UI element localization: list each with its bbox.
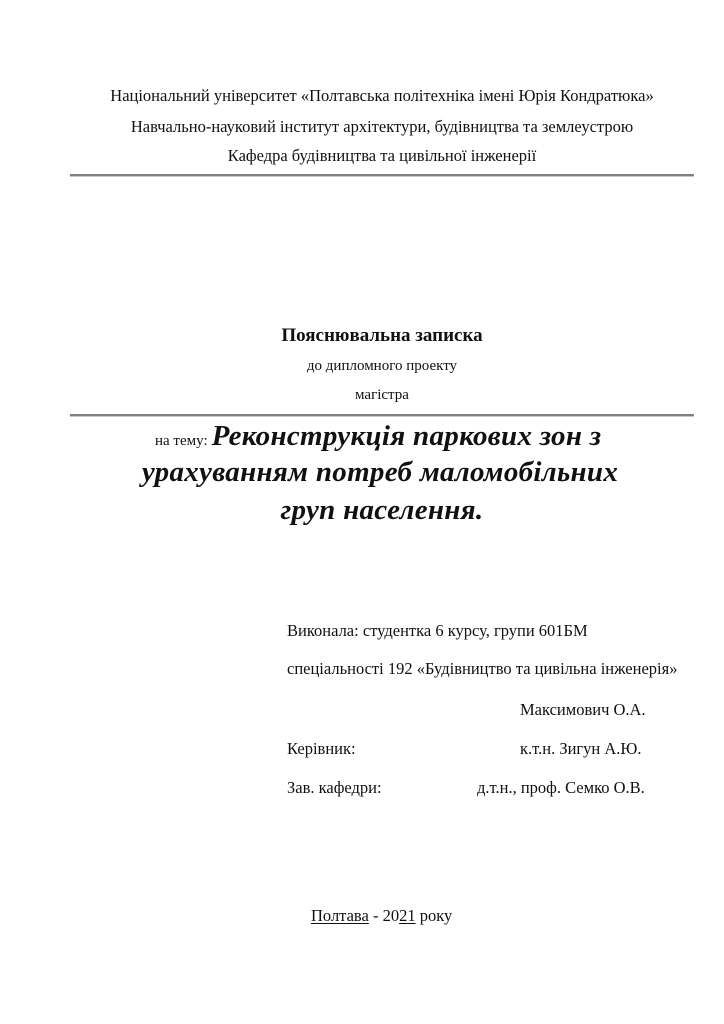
theme-divider [70,414,694,417]
head-of-department-label: Зав. кафедри: [287,778,382,797]
year-suffix: 21 [399,906,416,925]
year-word: року [415,906,453,925]
document-type: Пояснювальна записка [281,325,483,346]
theme-title-part-3: груп населення. [280,494,484,526]
department-name: Кафедра будівництва та цивільної інженерії [227,146,537,165]
city-year [311,906,452,926]
theme-title-part-2: урахуванням потреб маломобільних [141,456,619,488]
theme-title-part-1: Реконструкція паркових зон з [211,420,602,452]
separator: - [368,906,383,925]
institute-name: Навчально-науковий інститут архітектури, будівництва та землеустрою [130,117,634,136]
year-prefix: 20 [382,906,400,925]
head-of-department-name: д.т.н., проф. Семко О.В. [477,778,645,797]
specialty: спеціальності 192 «Будівництво та цивільна інженерія» [287,659,678,678]
supervisor-name: к.т.н. Зигун А.Ю. [520,739,642,758]
theme-line-1 [155,420,601,453]
city: Полтава [311,906,369,925]
document-purpose: до дипломного проекту [306,358,458,374]
university-name: Національний університет «Полтавська політехніка імені Юрія Кондратюка» [110,86,654,105]
header-divider [70,174,694,177]
theme-label: на тему: [155,433,208,449]
document-degree: магістра [355,387,409,403]
supervisor-label: Керівник: [287,739,356,758]
performed-by: Виконала: студентка 6 курсу, групи 601БМ [287,621,588,640]
student-name: Максимович О.А. [520,700,646,719]
